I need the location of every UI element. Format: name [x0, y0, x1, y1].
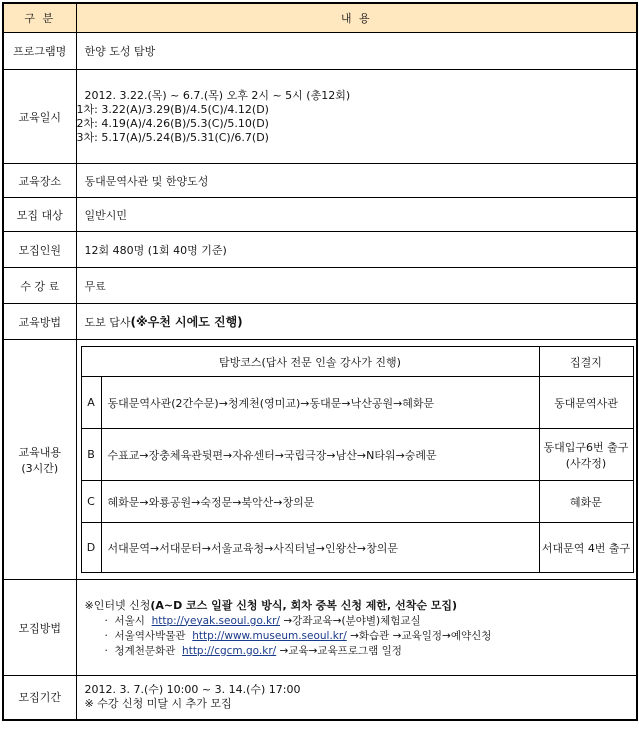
course-meeting-point: 동대문역사관	[539, 377, 633, 429]
value-place: 동대문역사관 및 한양도성	[76, 164, 637, 198]
recruit-item	[85, 644, 637, 659]
bullet-icon: ·	[104, 614, 108, 627]
label-recruit: 모집방법	[3, 580, 76, 676]
recruit-item-path: →강좌교육→(분야별)체험교실	[283, 614, 421, 627]
course-table-cell	[76, 340, 637, 580]
content-label: 교육내용	[18, 445, 61, 459]
value-schedule	[76, 70, 637, 164]
row-period	[3, 676, 637, 720]
course-code: A	[81, 377, 101, 429]
header-row	[3, 3, 637, 33]
course-row	[81, 377, 633, 429]
header-col-content: 내 용	[76, 3, 637, 33]
label-fee: 수 강 료	[3, 268, 76, 304]
period-line-1: ※ 수강 신청 미달 시 추가 모집	[84, 697, 232, 711]
recruit-item-name: 청계천문화관	[114, 644, 176, 657]
bullet-icon: ·	[104, 629, 108, 642]
program-table	[2, 2, 638, 721]
row-recruit	[3, 580, 637, 676]
row-capacity	[3, 232, 637, 268]
label-capacity: 모집인원	[3, 232, 76, 268]
row-fee	[3, 268, 637, 304]
value-target: 일반시민	[76, 198, 637, 232]
recruit-item-path: →화습관 →교육일정→예약신청	[350, 629, 492, 642]
label-method: 교육방법	[3, 304, 76, 340]
course-header-row	[81, 347, 633, 377]
schedule-line-3: 3차: 5.17(A)/5.24(B)/5.31(C)/6.7(D)	[76, 130, 269, 144]
course-row	[81, 481, 633, 523]
recruit-item-link[interactable]: http://cgcm.go.kr/	[182, 644, 277, 657]
label-schedule: 교육일시	[3, 70, 76, 164]
course-meeting-point: 혜화문	[539, 481, 633, 523]
row-target	[3, 198, 637, 232]
course-header: 탐방코스(답사 전문 인솔 강사가 진행)	[81, 347, 539, 377]
recruit-intro-note: (A~D 코스 일괄 신청 방식, 회차 중복 신청 제한, 선착순 모집)	[150, 598, 458, 612]
value-capacity: 12회 480명 (1회 40명 기준)	[76, 232, 637, 268]
course-meeting-point: 동대입구6번 출구(사각정)	[539, 429, 633, 481]
value-program: 한양 도성 탐방	[76, 33, 637, 70]
course-meeting-point: 서대문역 4번 출구	[539, 523, 633, 573]
course-code: B	[81, 429, 101, 481]
meet-header: 집결지	[539, 347, 633, 377]
row-place	[3, 164, 637, 198]
row-schedule	[3, 70, 637, 164]
value-period	[76, 676, 637, 720]
recruit-item-path: →교육→교육프로그램 일정	[279, 644, 402, 657]
label-content	[3, 340, 76, 580]
course-table	[81, 346, 634, 573]
schedule-line-1: 1차: 3.22(A)/3.29(B)/4.5(C)/4.12(D)	[76, 102, 269, 116]
label-period: 모집기간	[3, 676, 76, 720]
recruit-item-link[interactable]: http://yeyak.seoul.go.kr/	[151, 614, 280, 627]
recruit-intro-plain: ※인터넷 신청	[84, 598, 151, 612]
recruit-intro	[85, 597, 637, 614]
recruit-item-name: 서울시	[114, 614, 145, 627]
course-route: 서대문역→서대문터→서울교육청→사직터널→인왕산→창의문	[101, 523, 539, 573]
period-line-0: 2012. 3. 7.(수) 10:00 ~ 3. 14.(수) 17:00	[84, 683, 301, 697]
program-sheet	[2, 2, 636, 731]
row-program	[3, 33, 637, 70]
value-recruit	[76, 580, 637, 676]
label-place: 교육장소	[3, 164, 76, 198]
course-route: 혜화문→와룡공원→숙정문→북악산→창의문	[101, 481, 539, 523]
label-target: 모집 대상	[3, 198, 76, 232]
label-program: 프로그램명	[3, 33, 76, 70]
method-note: (※우천 시에도 진행)	[130, 315, 243, 329]
row-method	[3, 304, 637, 340]
course-row	[81, 429, 633, 481]
course-row	[81, 523, 633, 573]
method-plain: 도보 답사	[84, 316, 131, 329]
course-route: 수표교→장충체육관뒷편→자유센터→국립극장→남산→N타워→숭례문	[101, 429, 539, 481]
course-code: C	[81, 481, 101, 523]
recruit-item	[85, 629, 637, 644]
content-duration: (3시간)	[21, 461, 59, 475]
course-code: D	[81, 523, 101, 573]
schedule-line-2: 2차: 4.19(A)/4.26(B)/5.3(C)/5.10(D)	[76, 116, 269, 130]
course-route: 동대문역사관(2간수문)→청계천(영미교)→동대문→낙산공원→혜화문	[101, 377, 539, 429]
bullet-icon: ·	[104, 644, 108, 657]
schedule-line-0: 2012. 3.22.(목) ~ 6.7.(목) 오후 2시 ~ 5시 (총12회)	[84, 88, 351, 102]
value-fee: 무료	[76, 268, 637, 304]
recruit-item-name: 서울역사박물관	[114, 629, 186, 642]
value-method	[76, 304, 637, 340]
row-content	[3, 340, 637, 580]
header-col-category: 구 분	[3, 3, 76, 33]
recruit-item	[85, 614, 637, 629]
recruit-item-link[interactable]: http://www.museum.seoul.kr/	[192, 629, 347, 642]
